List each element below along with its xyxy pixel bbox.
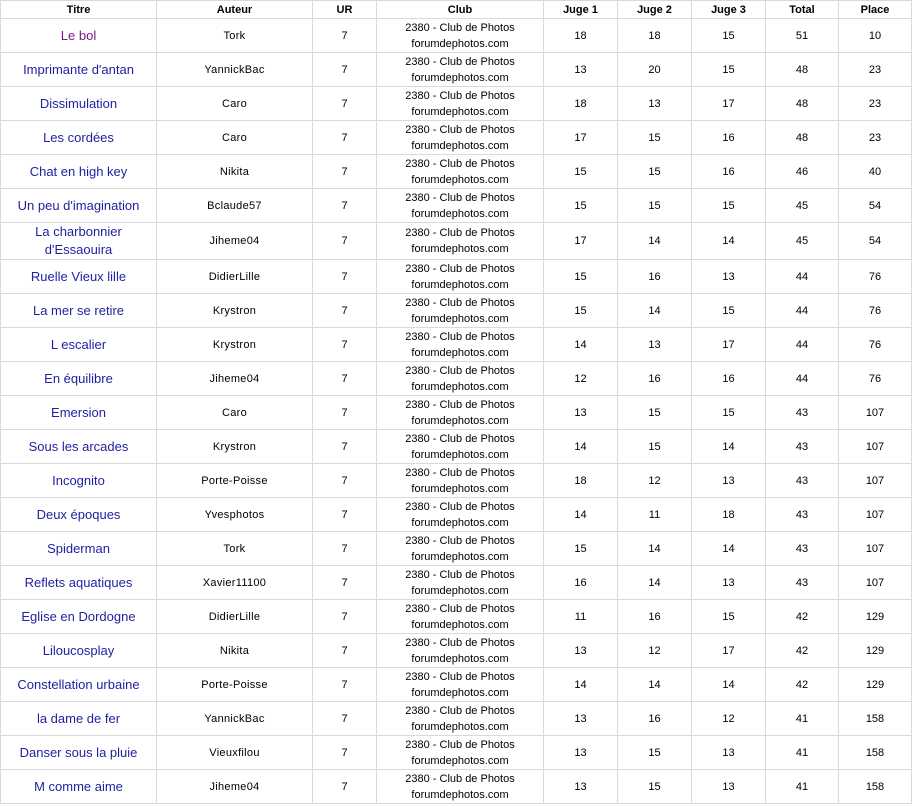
table-row xyxy=(1,362,912,396)
title-link[interactable]: Imprimante d'antan xyxy=(1,53,157,87)
club-cell xyxy=(377,464,544,498)
ur-cell: 7 xyxy=(313,566,377,600)
juge-1-cell: 13 xyxy=(544,634,618,668)
place-cell: 158 xyxy=(839,702,912,736)
author-cell: Porte-Poisse xyxy=(157,464,313,498)
place-cell: 54 xyxy=(839,189,912,223)
header-juge-2: Juge 2 xyxy=(618,1,692,19)
title-link[interactable]: Reflets aquatiques xyxy=(1,566,157,600)
total-cell: 48 xyxy=(766,87,839,121)
juge-3-cell: 14 xyxy=(692,532,766,566)
total-cell: 48 xyxy=(766,121,839,155)
juge-2-cell: 12 xyxy=(618,634,692,668)
table-row xyxy=(1,223,912,260)
club-cell xyxy=(377,566,544,600)
header-place: Place xyxy=(839,1,912,19)
total-cell: 43 xyxy=(766,532,839,566)
author-cell: YannickBac xyxy=(157,702,313,736)
place-cell: 54 xyxy=(839,223,912,260)
author-cell: Krystron xyxy=(157,430,313,464)
juge-2-cell: 15 xyxy=(618,396,692,430)
title-link[interactable]: M comme aime xyxy=(1,770,157,804)
place-cell: 107 xyxy=(839,532,912,566)
juge-2-cell: 15 xyxy=(618,736,692,770)
juge-1-cell: 18 xyxy=(544,464,618,498)
ur-cell: 7 xyxy=(313,464,377,498)
title-link[interactable]: Constellation urbaine xyxy=(1,668,157,702)
author-cell: Krystron xyxy=(157,328,313,362)
title-link[interactable]: Emersion xyxy=(1,396,157,430)
author-cell: YannickBac xyxy=(157,53,313,87)
place-cell: 129 xyxy=(839,668,912,702)
place-cell: 107 xyxy=(839,464,912,498)
club-name: 2380 - Club de Photos xyxy=(405,568,515,581)
juge-3-cell: 14 xyxy=(692,668,766,702)
juge-3-cell: 15 xyxy=(692,19,766,53)
author-cell: Tork xyxy=(157,19,313,53)
ur-cell: 7 xyxy=(313,19,377,53)
ur-cell: 7 xyxy=(313,260,377,294)
juge-3-cell: 15 xyxy=(692,396,766,430)
ur-cell: 7 xyxy=(313,328,377,362)
juge-2-cell: 15 xyxy=(618,770,692,804)
table-row xyxy=(1,532,912,566)
club-cell xyxy=(377,430,544,464)
juge-2-cell: 18 xyxy=(618,19,692,53)
juge-2-cell: 20 xyxy=(618,53,692,87)
header-ur: UR xyxy=(313,1,377,19)
club-name: 2380 - Club de Photos xyxy=(405,704,515,717)
author-cell: Caro xyxy=(157,396,313,430)
club-cell xyxy=(377,770,544,804)
place-cell: 76 xyxy=(839,294,912,328)
ur-cell: 7 xyxy=(313,121,377,155)
place-cell: 129 xyxy=(839,600,912,634)
club-cell xyxy=(377,702,544,736)
club-site: forumdephotos.com xyxy=(411,618,509,631)
author-cell: Vieuxfilou xyxy=(157,736,313,770)
club-site: forumdephotos.com xyxy=(411,720,509,733)
author-cell: DidierLille xyxy=(157,600,313,634)
club-name: 2380 - Club de Photos xyxy=(405,157,515,170)
juge-2-cell: 15 xyxy=(618,155,692,189)
club-cell xyxy=(377,532,544,566)
title-link[interactable]: L escalier xyxy=(1,328,157,362)
juge-3-cell: 13 xyxy=(692,770,766,804)
juge-2-cell: 13 xyxy=(618,328,692,362)
table-row xyxy=(1,498,912,532)
club-cell xyxy=(377,53,544,87)
club-site: forumdephotos.com xyxy=(411,105,509,118)
juge-1-cell: 15 xyxy=(544,294,618,328)
table-row xyxy=(1,736,912,770)
title-link[interactable]: Danser sous la pluie xyxy=(1,736,157,770)
table-row xyxy=(1,260,912,294)
table-row xyxy=(1,668,912,702)
place-cell: 158 xyxy=(839,770,912,804)
juge-1-cell: 17 xyxy=(544,223,618,260)
header-auteur: Auteur xyxy=(157,1,313,19)
club-name: 2380 - Club de Photos xyxy=(405,21,515,34)
juge-3-cell: 15 xyxy=(692,294,766,328)
club-site: forumdephotos.com xyxy=(411,380,509,393)
club-cell xyxy=(377,328,544,362)
club-site: forumdephotos.com xyxy=(411,139,509,152)
ur-cell: 7 xyxy=(313,634,377,668)
juge-1-cell: 13 xyxy=(544,53,618,87)
total-cell: 42 xyxy=(766,634,839,668)
juge-3-cell: 17 xyxy=(692,634,766,668)
club-site: forumdephotos.com xyxy=(411,346,509,359)
total-cell: 41 xyxy=(766,736,839,770)
club-cell xyxy=(377,87,544,121)
juge-3-cell: 15 xyxy=(692,189,766,223)
title-link[interactable]: Dissimulation xyxy=(1,87,157,121)
juge-3-cell: 17 xyxy=(692,87,766,121)
juge-3-cell: 13 xyxy=(692,464,766,498)
total-cell: 51 xyxy=(766,19,839,53)
ur-cell: 7 xyxy=(313,430,377,464)
header-club: Club xyxy=(377,1,544,19)
club-site: forumdephotos.com xyxy=(411,312,509,325)
juge-2-cell: 16 xyxy=(618,260,692,294)
place-cell: 23 xyxy=(839,87,912,121)
total-cell: 43 xyxy=(766,396,839,430)
header-row xyxy=(1,1,912,19)
place-cell: 158 xyxy=(839,736,912,770)
place-cell: 107 xyxy=(839,498,912,532)
juge-1-cell: 13 xyxy=(544,702,618,736)
author-cell: Jiheme04 xyxy=(157,770,313,804)
juge-1-cell: 13 xyxy=(544,770,618,804)
place-cell: 76 xyxy=(839,328,912,362)
table-row xyxy=(1,770,912,804)
author-cell: Nikita xyxy=(157,155,313,189)
club-cell xyxy=(377,600,544,634)
title-link[interactable]: Spiderman xyxy=(1,532,157,566)
ur-cell: 7 xyxy=(313,362,377,396)
club-site: forumdephotos.com xyxy=(411,788,509,801)
total-cell: 42 xyxy=(766,668,839,702)
juge-2-cell: 15 xyxy=(618,121,692,155)
juge-1-cell: 14 xyxy=(544,328,618,362)
place-cell: 129 xyxy=(839,634,912,668)
total-cell: 42 xyxy=(766,600,839,634)
club-cell xyxy=(377,260,544,294)
juge-2-cell: 15 xyxy=(618,430,692,464)
juge-3-cell: 12 xyxy=(692,702,766,736)
juge-2-cell: 14 xyxy=(618,294,692,328)
title-link[interactable]: Eglise en Dordogne xyxy=(1,600,157,634)
place-cell: 107 xyxy=(839,396,912,430)
juge-3-cell: 13 xyxy=(692,566,766,600)
table-row xyxy=(1,430,912,464)
club-name: 2380 - Club de Photos xyxy=(405,364,515,377)
place-cell: 76 xyxy=(839,260,912,294)
place-cell: 23 xyxy=(839,121,912,155)
club-site: forumdephotos.com xyxy=(411,550,509,563)
author-cell: Bclaude57 xyxy=(157,189,313,223)
table-row xyxy=(1,566,912,600)
club-cell xyxy=(377,155,544,189)
author-cell: Tork xyxy=(157,532,313,566)
juge-3-cell: 15 xyxy=(692,600,766,634)
juge-1-cell: 15 xyxy=(544,155,618,189)
club-name: 2380 - Club de Photos xyxy=(405,123,515,136)
juge-2-cell: 13 xyxy=(618,87,692,121)
table-row xyxy=(1,19,912,53)
juge-1-cell: 17 xyxy=(544,121,618,155)
juge-1-cell: 18 xyxy=(544,87,618,121)
author-cell: Yvesphotos xyxy=(157,498,313,532)
table-row xyxy=(1,328,912,362)
author-cell: DidierLille xyxy=(157,260,313,294)
juge-3-cell: 16 xyxy=(692,362,766,396)
ur-cell: 7 xyxy=(313,155,377,189)
juge-2-cell: 16 xyxy=(618,600,692,634)
juge-1-cell: 13 xyxy=(544,396,618,430)
author-cell: Porte-Poisse xyxy=(157,668,313,702)
title-link[interactable]: Sous les arcades xyxy=(1,430,157,464)
author-cell: Caro xyxy=(157,87,313,121)
juge-2-cell: 11 xyxy=(618,498,692,532)
total-cell: 41 xyxy=(766,702,839,736)
club-site: forumdephotos.com xyxy=(411,207,509,220)
title-link[interactable]: Incognito xyxy=(1,464,157,498)
table-row xyxy=(1,87,912,121)
club-cell xyxy=(377,189,544,223)
author-cell: Krystron xyxy=(157,294,313,328)
juge-1-cell: 11 xyxy=(544,600,618,634)
club-site: forumdephotos.com xyxy=(411,686,509,699)
club-name: 2380 - Club de Photos xyxy=(405,191,515,204)
table-row xyxy=(1,155,912,189)
juge-1-cell: 14 xyxy=(544,668,618,702)
juge-3-cell: 17 xyxy=(692,328,766,362)
club-name: 2380 - Club de Photos xyxy=(405,602,515,615)
author-cell: Nikita xyxy=(157,634,313,668)
table-row xyxy=(1,396,912,430)
header-titre: Titre xyxy=(1,1,157,19)
club-site: forumdephotos.com xyxy=(411,243,509,255)
club-cell xyxy=(377,19,544,53)
table-row xyxy=(1,53,912,87)
club-site: forumdephotos.com xyxy=(411,37,509,50)
total-cell: 43 xyxy=(766,498,839,532)
juge-3-cell: 14 xyxy=(692,430,766,464)
juge-2-cell: 16 xyxy=(618,702,692,736)
author-cell: Jiheme04 xyxy=(157,223,313,260)
juge-1-cell: 12 xyxy=(544,362,618,396)
juge-1-cell: 15 xyxy=(544,189,618,223)
title-link[interactable]: Liloucosplay xyxy=(1,634,157,668)
club-name: 2380 - Club de Photos xyxy=(405,432,515,445)
table-row xyxy=(1,600,912,634)
club-name: 2380 - Club de Photos xyxy=(405,636,515,649)
title-link[interactable]: En équilibre xyxy=(1,362,157,396)
juge-2-cell: 15 xyxy=(618,189,692,223)
ur-cell: 7 xyxy=(313,532,377,566)
club-site: forumdephotos.com xyxy=(411,448,509,461)
club-name: 2380 - Club de Photos xyxy=(405,398,515,411)
club-cell xyxy=(377,121,544,155)
ur-cell: 7 xyxy=(313,668,377,702)
place-cell: 76 xyxy=(839,362,912,396)
ur-cell: 7 xyxy=(313,600,377,634)
total-cell: 48 xyxy=(766,53,839,87)
table-row xyxy=(1,464,912,498)
total-cell: 46 xyxy=(766,155,839,189)
club-name: 2380 - Club de Photos xyxy=(405,500,515,513)
juge-2-cell: 14 xyxy=(618,566,692,600)
place-cell: 40 xyxy=(839,155,912,189)
juge-3-cell: 16 xyxy=(692,155,766,189)
header-total: Total xyxy=(766,1,839,19)
club-site: forumdephotos.com xyxy=(411,754,509,767)
juge-1-cell: 14 xyxy=(544,430,618,464)
club-site: forumdephotos.com xyxy=(411,584,509,597)
total-cell: 43 xyxy=(766,464,839,498)
table-row xyxy=(1,702,912,736)
total-cell: 41 xyxy=(766,770,839,804)
club-name: 2380 - Club de Photos xyxy=(405,772,515,785)
juge-1-cell: 16 xyxy=(544,566,618,600)
ur-cell: 7 xyxy=(313,53,377,87)
ur-cell: 7 xyxy=(313,396,377,430)
club-name: 2380 - Club de Photos xyxy=(405,55,515,68)
table-row xyxy=(1,294,912,328)
juge-1-cell: 18 xyxy=(544,19,618,53)
header-juge-1: Juge 1 xyxy=(544,1,618,19)
title-link[interactable]: Les cordées xyxy=(1,121,157,155)
total-cell: 44 xyxy=(766,328,839,362)
header-juge-3: Juge 3 xyxy=(692,1,766,19)
club-site: forumdephotos.com xyxy=(411,278,509,291)
total-cell: 44 xyxy=(766,294,839,328)
club-name: 2380 - Club de Photos xyxy=(405,534,515,547)
club-name: 2380 - Club de Photos xyxy=(405,738,515,751)
juge-1-cell: 13 xyxy=(544,736,618,770)
title-link[interactable]: La mer se retire xyxy=(1,294,157,328)
club-cell xyxy=(377,294,544,328)
club-site: forumdephotos.com xyxy=(411,414,509,427)
club-name: 2380 - Club de Photos xyxy=(405,89,515,102)
club-site: forumdephotos.com xyxy=(411,516,509,529)
total-cell: 43 xyxy=(766,430,839,464)
juge-3-cell: 13 xyxy=(692,260,766,294)
title-link[interactable]: Le bol xyxy=(1,19,157,53)
title-link[interactable]: La charbonnier d'Essaouira xyxy=(1,223,157,260)
club-name: 2380 - Club de Photos xyxy=(405,227,515,239)
author-cell: Caro xyxy=(157,121,313,155)
juge-3-cell: 15 xyxy=(692,53,766,87)
club-name: 2380 - Club de Photos xyxy=(405,296,515,309)
juge-2-cell: 12 xyxy=(618,464,692,498)
club-cell xyxy=(377,362,544,396)
table-row xyxy=(1,189,912,223)
club-cell xyxy=(377,498,544,532)
table-row xyxy=(1,121,912,155)
club-cell xyxy=(377,634,544,668)
club-cell xyxy=(377,396,544,430)
club-cell xyxy=(377,668,544,702)
total-cell: 45 xyxy=(766,189,839,223)
juge-2-cell: 14 xyxy=(618,532,692,566)
club-cell xyxy=(377,223,544,260)
juge-1-cell: 14 xyxy=(544,498,618,532)
title-link[interactable]: Deux époques xyxy=(1,498,157,532)
title-link[interactable]: Ruelle Vieux lille xyxy=(1,260,157,294)
total-cell: 43 xyxy=(766,566,839,600)
juge-2-cell: 14 xyxy=(618,223,692,260)
club-cell xyxy=(377,736,544,770)
ur-cell: 7 xyxy=(313,87,377,121)
club-name: 2380 - Club de Photos xyxy=(405,262,515,275)
table-row xyxy=(1,634,912,668)
ur-cell: 7 xyxy=(313,498,377,532)
place-cell: 107 xyxy=(839,430,912,464)
ur-cell: 7 xyxy=(313,294,377,328)
juge-3-cell: 16 xyxy=(692,121,766,155)
club-site: forumdephotos.com xyxy=(411,482,509,495)
ur-cell: 7 xyxy=(313,223,377,260)
place-cell: 107 xyxy=(839,566,912,600)
club-site: forumdephotos.com xyxy=(411,71,509,84)
juge-3-cell: 18 xyxy=(692,498,766,532)
juge-1-cell: 15 xyxy=(544,260,618,294)
club-site: forumdephotos.com xyxy=(411,173,509,186)
ur-cell: 7 xyxy=(313,189,377,223)
title-link[interactable]: la dame de fer xyxy=(1,702,157,736)
juge-1-cell: 15 xyxy=(544,532,618,566)
ur-cell: 7 xyxy=(313,770,377,804)
place-cell: 23 xyxy=(839,53,912,87)
total-cell: 44 xyxy=(766,362,839,396)
total-cell: 45 xyxy=(766,223,839,260)
club-site: forumdephotos.com xyxy=(411,652,509,665)
author-cell: Xavier11100 xyxy=(157,566,313,600)
juge-2-cell: 14 xyxy=(618,668,692,702)
juge-2-cell: 16 xyxy=(618,362,692,396)
club-name: 2380 - Club de Photos xyxy=(405,466,515,479)
total-cell: 44 xyxy=(766,260,839,294)
ur-cell: 7 xyxy=(313,702,377,736)
ur-cell: 7 xyxy=(313,736,377,770)
club-name: 2380 - Club de Photos xyxy=(405,670,515,683)
title-link[interactable]: Chat en high key xyxy=(1,155,157,189)
club-name: 2380 - Club de Photos xyxy=(405,330,515,343)
title-link[interactable]: Un peu d'imagination xyxy=(1,189,157,223)
author-cell: Jiheme04 xyxy=(157,362,313,396)
place-cell: 10 xyxy=(839,19,912,53)
juge-3-cell: 14 xyxy=(692,223,766,260)
juge-3-cell: 13 xyxy=(692,736,766,770)
